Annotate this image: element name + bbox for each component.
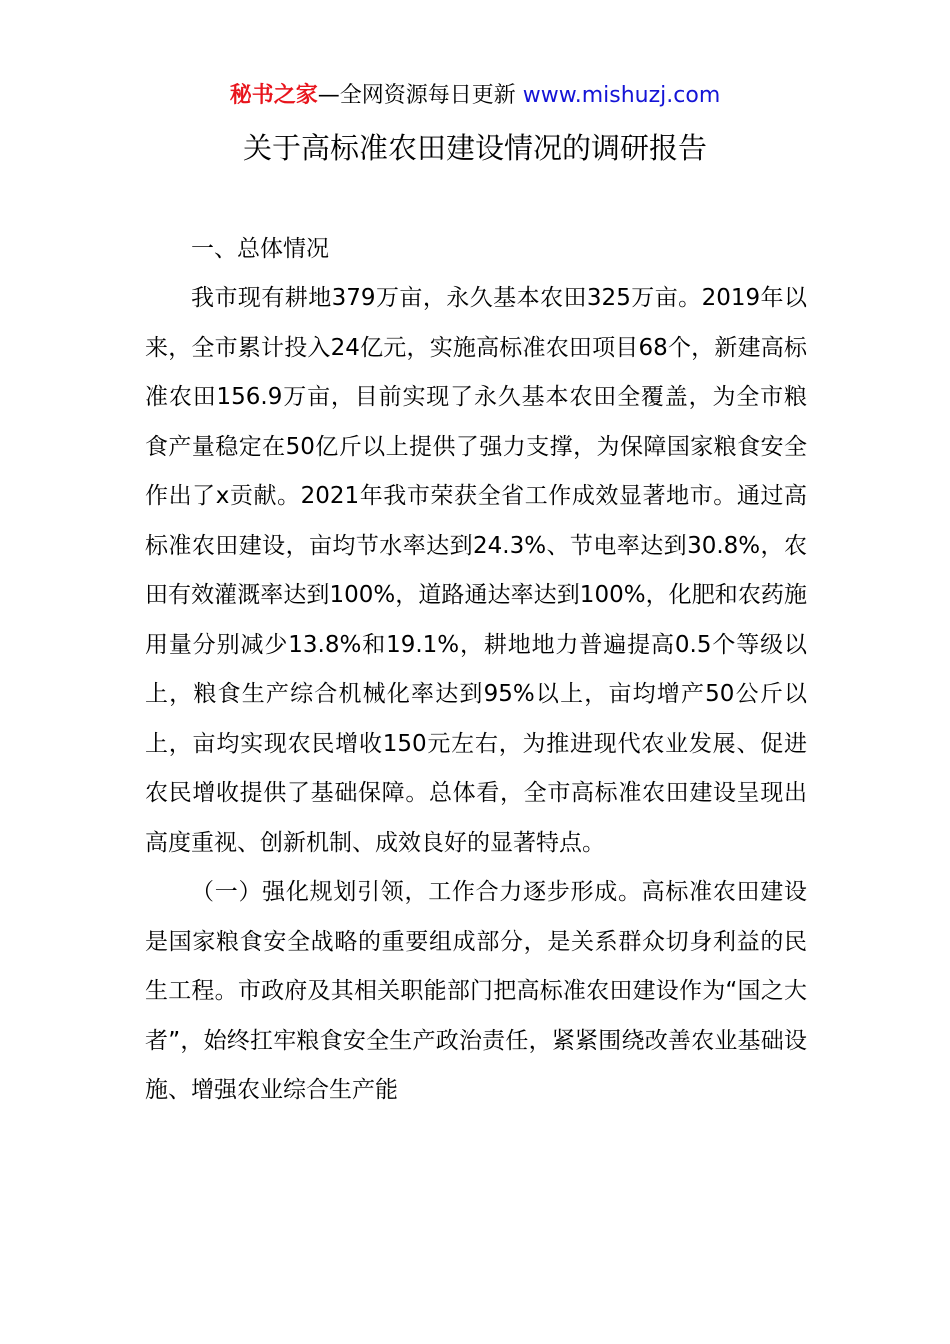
paragraph-overview: 我市现有耕地379万亩，永久基本农田325万亩。2019年以来，全市累计投入24亿元，实施高标准农田项目68个，新建高标准农田156.9万亩，目前实现了永久基本农田全覆盖，为全市粮食产量稳定在50亿斤以上提供了强力支撑，为保障国家粮食安全作出了x贡献。2021年我市荣获全省工作成效显著地市。通过高标准农田建设，亩均节水率达到24.3%、节电率达到30.8%，农田有效灌溉率达到100%，道路通达率达到100%，化肥和农药施用量分别减少13.8%和19.1%，耕地地力普遍提高0.5个等级以上，粮食生产综合机械化率达到95%以上，亩均增产50公斤以上，亩均实现农民增收150元左右，为推进现代农业发展、促进农民增收提供了基础保障。总体看，全市高标准农田建设呈现出高度重视、创新机制、成效良好的显著特点。 bbox=[145, 285, 807, 856]
paragraph-planning: （一）强化规划引领，工作合力逐步形成。高标准农田建设是国家粮食安全战略的重要组成部分，是关系群众切身利益的民生工程。市政府及其相关职能部门把高标准农田建设作为“国之大者”，始终扛牢粮食安全生产政治责任，紧紧围绕改善农业基础设施、增强农业综合生产能 bbox=[145, 879, 807, 1103]
header-tagline: —全网资源每日更新 bbox=[317, 83, 523, 108]
site-header bbox=[0, 80, 950, 112]
document-body bbox=[145, 224, 807, 1116]
site-url-link[interactable]: www.mishuzj.com bbox=[522, 83, 721, 108]
section-heading: 一、总体情况 bbox=[191, 236, 329, 262]
brand-name: 秘书之家 bbox=[229, 83, 318, 108]
document-title: 关于高标准农田建设情况的调研报告 bbox=[242, 131, 707, 165]
